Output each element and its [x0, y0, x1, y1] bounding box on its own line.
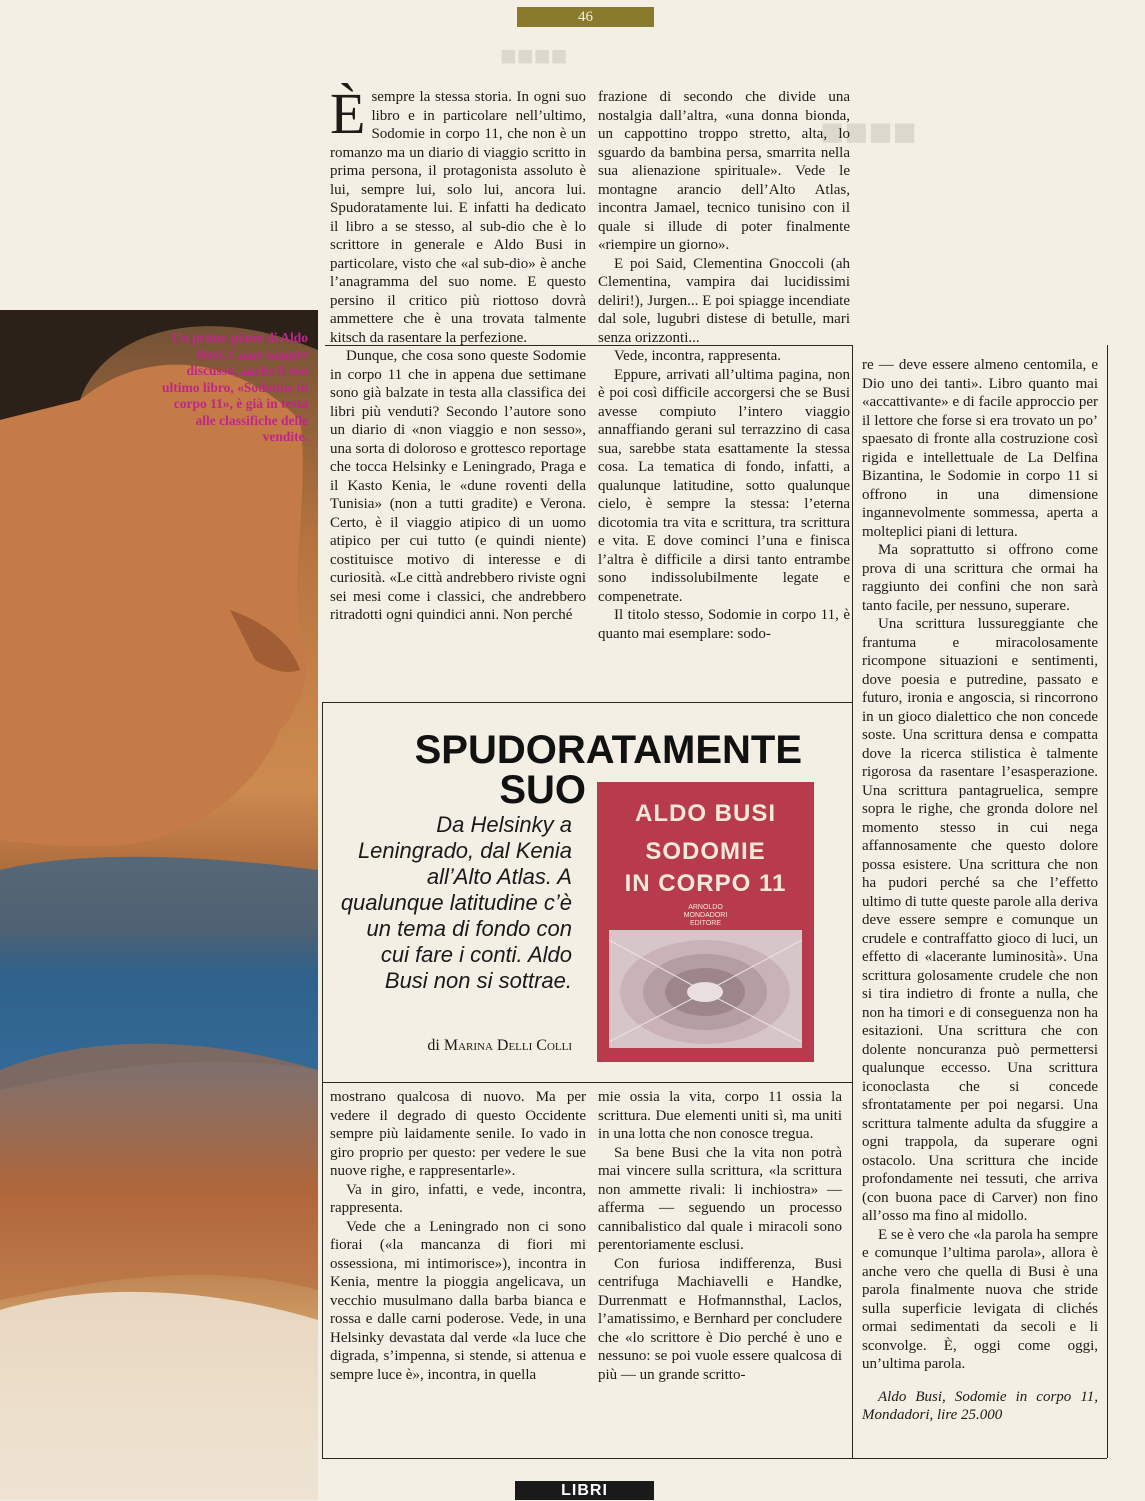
- article-paragraph: re — deve essere almeno centomila, e Dio uno dei tanti». Libro quanto mai «accattivante» e di facile approccio per il lettore che forse si era trovato un po’ spaesato di fronte alla costruzione così rigida e intellettuale de La Delfina Bizantina, le Sodomie in corpo 11 si offrono in una dimensione ingannevolmente sommessa, aperta a molteplici piani di lettura.: [862, 357, 1098, 540]
- portrait-illustration: [0, 310, 318, 1500]
- rule-top-box: [325, 345, 852, 346]
- page-number: 46: [517, 7, 654, 27]
- headline-line-2: SUO: [499, 768, 586, 812]
- rule-headline-box-left: [322, 702, 323, 1458]
- cover-publisher-3: EDITORE: [690, 920, 721, 927]
- byline-author: Marina Delli Colli: [443, 1037, 572, 1054]
- rule-column-divider: [852, 345, 853, 1458]
- article-column-1-top: [330, 81, 586, 625]
- article-column-2-bottom: [598, 1088, 842, 1384]
- article-paragraph: Sa bene Busi che la vita non potrà mai vincere sulla scrittura, «la scrittura non ammette rivali: li inchiostra» — afferma — seguendo un processo cannibalistico dal quale i miracoli sono perentoriamente esclusi.: [598, 1144, 842, 1253]
- book-credit: Aldo Busi, Sodomie in corpo 11, Mondadori, lire 25.000: [862, 1388, 1098, 1423]
- show-through-decoration: ■■■■: [500, 40, 568, 71]
- cover-artwork: [609, 930, 802, 1048]
- article-paragraph: [330, 81, 586, 347]
- article-paragraph: Va in giro, infatti, e vede, incontra, rappresenta.: [330, 1181, 586, 1216]
- cover-architecture-illustration: [609, 930, 802, 1048]
- show-through-decoration-2: ■■■■: [820, 110, 917, 154]
- article-paragraph: Una scrittura lussureggiante che frantuma e miracolosamente ricompone situazioni e sentimenti, dove poesia e putredine, passato e futuro, ironia e angoscia, si rincorrono in un gioco dialettico che non concede soste. Una scrittura densa e compatta dove la ricerca stilistica è talmente rigorosa da rasentare l’esasperazione. Una scrittura pantagruelica, sempre sopra le righe, che gronda dolore nel momento stesso in cui nega affannosamente che questo dolore possa esistere. Una scrittura che non ha pudori perché sa che l’effetto ultimo di tutte queste parole alla deriva deve essere sempre e comunque un crudele e contraffatto gioco di luci, un effetto di «lacerante luminosità». Una scrittura golosamente crudele che non si tira indietro di fronte a nulla, che non ha timori e di conseguenza non ha esitazioni. Una scrittura che con dolente noncuranza può permettersi qualunque eccesso. Una scrittura iconoclasta che si concede sfrontatamente per poi negarsi. Una scrittura talmente adulta da sfuggire a ogni trappola, da superare ogni ostacolo. Una scrittura che incide profondamente nei tessuti, che arriva (con buona pace di Carver) non fino all’osso ma fino al midollo.: [862, 616, 1098, 1224]
- article-paragraph: Dunque, che cosa sono queste Sodomie in corpo 11 che in appena due settimane sono già balzate in testa alla classifica dei libri più venduti? Secondo l’autore sono un diario di «non viaggio e non sesso», una sorta di doloroso e grottesco reportage che tocca Helsinky e Leningrado, Praga e il Kasto Kenia, le «dune roventi della Tunisia» (non a tutti gradite) e Verona. Certo, è il viaggio atipico di un uomo atipico per cui tutto (e quindi niente) costituisce motivo di interesse e di curiosità. «Le città andrebbero riviste ogni sei mesi come i classici, che andrebbero ritradotti ogni quindici anni. Non perché: [330, 348, 586, 623]
- section-label: LIBRI: [515, 1481, 654, 1500]
- rule-headline-box-bottom: [322, 1082, 852, 1083]
- article-paragraph: Ma soprattutto si offrono come prova di una scrittura che ormai ha raggiunto dei confini che non sarà tanto facile, per nessuno, superare.: [862, 542, 1098, 614]
- rule-headline-box-top: [322, 702, 852, 703]
- article-column-2-top: [598, 88, 850, 643]
- photo-caption: Un primo piano di Aldo Busi. Come sempre discusso, anche il suo ultimo libro, «Sodomie in corpo 11», è già in testa alle classifiche delle vendite.: [161, 330, 308, 444]
- article-paragraph: Vede che a Leningrado non ci sono fiorai («la mancanza di fiori mi ossessiona, mi intimorisce»), incontra in Kenia, mentre la pioggia angelicava, un vecchio musulmano dalla barba bianca e rossa e dalle carni poderose. Vede, in una Helsinky devastata dal verde «la luce che digrada, s’impenna, si stende, si attenua e sempre luce è», incontra, in quella: [330, 1218, 586, 1383]
- cover-title-line-1: SODOMIE: [645, 838, 766, 865]
- article-paragraph: Vede, incontra, rappresenta.: [614, 348, 782, 364]
- article-standfirst: Da Helsinky a Leningrado, dal Kenia all’Alto Atlas. A qualunque latitudine c’è un tema di fondo con cui fare i conti. Aldo Busi non si sottrae.: [340, 812, 572, 993]
- byline-prefix: di: [427, 1037, 440, 1054]
- article-paragraph: Eppure, arrivati all’ultima pagina, non è poi così difficile accorgersi che se Busi avesse compiuto l’intero viaggio annaffiando gerani sul terrazzino di casa sua, sarebbe stata esattamente la stessa cosa. La tematica di fondo, infatti, a qualunque latitudine, sotto qualunque cielo, è sempre la stessa: l’eterna dicotomia tra vita e scrittura, tra scrittura e vita. E dove cominci l’una e finisca l’altra è difficile a dirsi tanto entrambe sono indissolubilmente legate e compenetrate.: [598, 366, 850, 605]
- article-paragraph: Con furiosa indifferenza, Busi centrifuga Machiavelli e Handke, Durrenmatt e Hofmannsthal, Laclos, l’amatissimo, e Bernhard per concludere che «lo scrittore è Dio perché è uno e nessuno: se poi vuole essere qualcosa di più — un grande scritto-: [598, 1255, 842, 1383]
- article-column-1-bottom: [330, 1088, 586, 1384]
- rule-bottom: [322, 1458, 1107, 1459]
- paragraph-text: sempre la stessa storia. In ogni suo libro e in particolare nell’ultimo, Sodomie in corpo 11, che non è un romanzo ma un diario di viaggio scritto in prima persona, il protagonista assoluto è lui, sempre lui, solo lui, ancora lui. Spudoratamente lui. E infatti ha dedicato il libro a se stesso, al sub-dio che è lo scrittore in generale e Aldo Busi in particolare, visto che «al sub-dio» è anche l’anagramma del suo nome. E questo persino il critico più riottoso dovrà ammettere che è una trovata talmente kitsch da rasentare la perfezione.: [330, 89, 586, 346]
- article-paragraph: E se è vero che «la parola ha sempre e comunque l’ultima parola», allora è anche vero che quella di Busi è una parola finalmente nuova che stride sulla superficie levigata di clichés ormai sedimentati da secoli e li sconvolge. È, oggi come oggi, un’ultima parola.: [862, 1226, 1098, 1372]
- article-paragraph: E poi Said, Clementina Gnoccoli (ah Clementina, vampira dai lucidissimi deliri!), Jurgen... E poi spiagge incendiate dal sole, lugubri distese di betulle, mari senza orizzonti...: [598, 255, 850, 346]
- drop-cap: È: [330, 81, 366, 146]
- article-headline: [330, 728, 802, 812]
- article-paragraph: mie ossia la vita, corpo 11 ossia la scrittura. Due elementi uniti sì, ma uniti in una lotta che non conosce tregua.: [598, 1089, 842, 1142]
- author-photo: [0, 310, 318, 1500]
- cover-publisher-2: MONDADORI: [683, 912, 728, 919]
- cover-title-line-2: IN CORPO 11: [624, 870, 787, 897]
- book-cover: [597, 782, 814, 1062]
- rule-right: [1107, 345, 1108, 1458]
- headline-line-1: SPUDORATAMENTE: [414, 728, 802, 772]
- article-column-3: [862, 356, 1098, 1425]
- cover-publisher-1: ARNOLDO: [688, 904, 723, 911]
- cover-author: ALDO BUSI: [635, 800, 776, 827]
- article-paragraph: frazione di secondo che divide una nostalgia dall’altra, «una donna bionda, un cappottino troppo stretto, alta, lo sguardo da bambina persa, smarrita nella sua alienazione spirituale». Vede le montagne arancio dell’Alto Atlas, incontra Jamael, tecnico tunisino con il quale si illude di poter finalmente «riempire un giorno».: [598, 89, 850, 253]
- article-byline: [340, 1037, 572, 1055]
- article-paragraph: Il titolo stesso, Sodomie in corpo 11, è quanto mai esemplare: sodo-: [598, 607, 850, 642]
- article-paragraph: mostrano qualcosa di nuovo. Ma per vedere il degrado di questo Occidente sempre più laidamente senile. Io vado in giro proprio per questo: per vedere le sue nuove righe, e rappresentarle».: [330, 1089, 586, 1179]
